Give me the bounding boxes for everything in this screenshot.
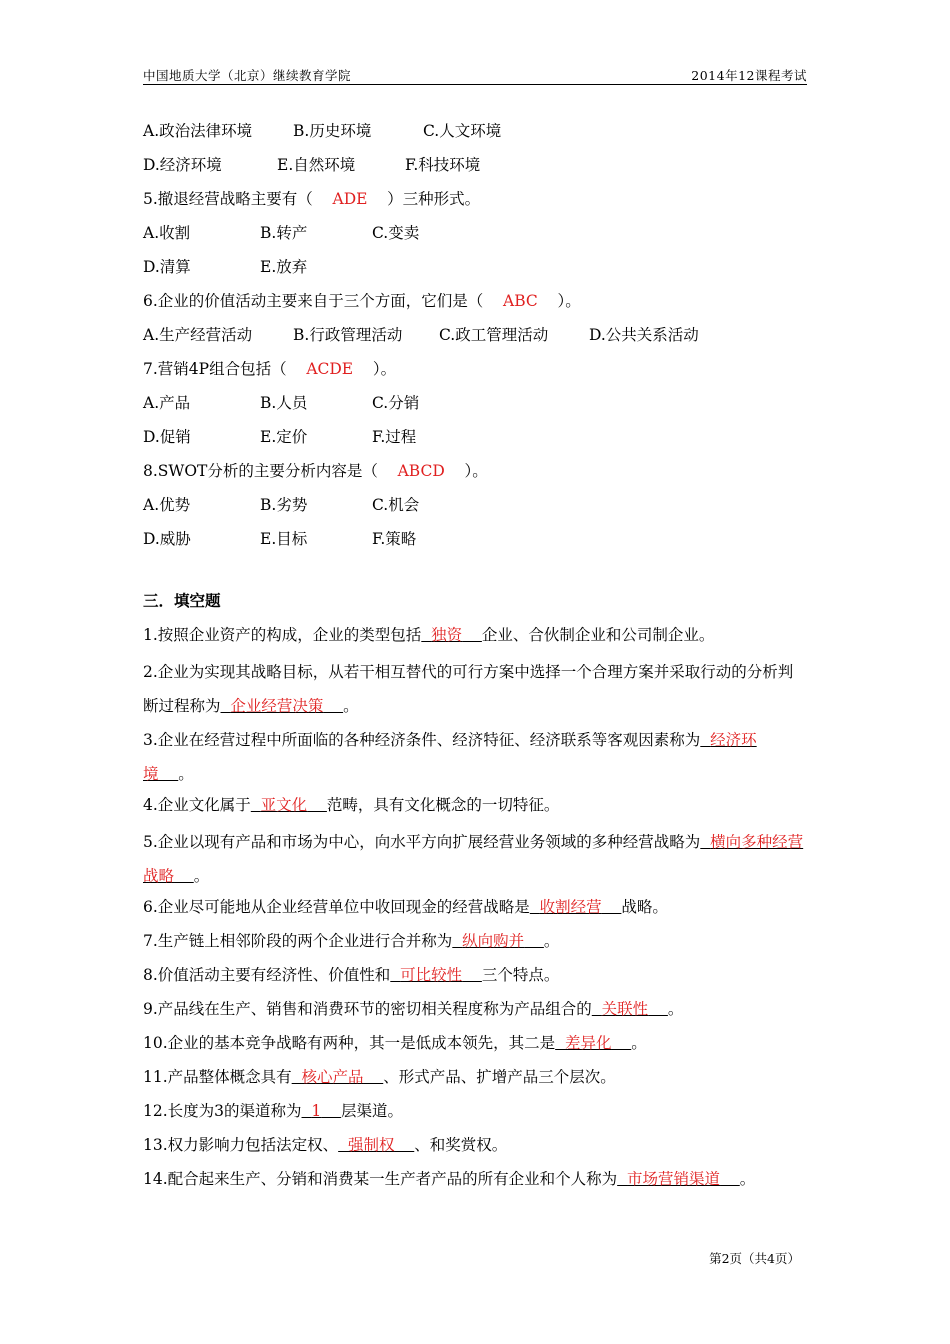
answer: 横向多种经营战略 (143, 833, 804, 885)
q4-options-row-2 (143, 151, 807, 185)
fill-question-2 (143, 655, 807, 723)
option: E.放弃 (260, 258, 308, 276)
answer: 亚文化 (260, 796, 308, 814)
answer: 差异化 (565, 1034, 612, 1052)
question-text: 2.企业为实现其战略目标，从若干相互替代的可行方案中选择一个合理方案并采取行动的分析判断过程称为 (143, 663, 794, 715)
fill-question-9 (143, 995, 807, 1029)
answer: 可比较性 (400, 966, 463, 984)
question-5 (143, 185, 807, 219)
header-institution: 中国地质大学（北京）继续教育学院 (143, 68, 352, 83)
option: A.产品 (143, 394, 191, 412)
option: A.优势 (143, 496, 191, 514)
question-text: 13.权力影响力包括法定权、 (143, 1136, 339, 1154)
option: B.历史环境 (293, 122, 372, 140)
fill-question-12 (143, 1097, 807, 1131)
option: F.过程 (372, 428, 417, 446)
fill-question-5 (143, 825, 807, 893)
answer: ACDE (306, 360, 354, 378)
question-text: 8.价值活动主要有经济性、价值性和 (143, 966, 391, 984)
answer: 核心产品 (301, 1068, 364, 1086)
fill-question-14 (143, 1165, 807, 1199)
answer: 收割经营 (539, 898, 602, 916)
option: C.机会 (372, 496, 420, 514)
option: B.行政管理活动 (293, 326, 403, 344)
question-text-end: 战略。 (621, 898, 668, 916)
option: E.定价 (260, 428, 308, 446)
answer: 独资 (431, 626, 463, 644)
question-text-end: 。 (193, 867, 210, 885)
question-text: 12.长度为3的渠道称为 (143, 1102, 302, 1120)
fill-question-4 (143, 791, 807, 825)
question-text-end: 企业、合伙制企业和公司制企业。 (481, 626, 715, 644)
option: A.政治法律环境 (143, 122, 253, 140)
option: A.生产经营活动 (143, 326, 253, 344)
option: A.收割 (143, 224, 191, 242)
fill-question-6 (143, 893, 807, 927)
option: E.自然环境 (277, 156, 356, 174)
question-text-end: 、和奖赏权。 (414, 1136, 508, 1154)
question-text: 3.企业在经营过程中所面临的各种经济条件、经济特征、经济联系等客观因素称为 (143, 731, 701, 749)
question-text: 7.生产链上相邻阶段的两个企业进行合并称为 (143, 932, 453, 950)
question-text-end: 。 (739, 1170, 756, 1188)
question-text: 8.SWOT分析的主要分析内容是（ (143, 462, 378, 480)
question-text: 4.企业文化属于 (143, 796, 251, 814)
question-text: 5.撤退经营战略主要有（ (143, 190, 313, 208)
option: F.策略 (372, 530, 417, 548)
question-text-end: 范畴，具有文化概念的一切特征。 (326, 796, 560, 814)
option: D.公共关系活动 (589, 326, 699, 344)
question-6 (143, 287, 807, 321)
answer: 关联性 (601, 1000, 649, 1018)
option: D.经济环境 (143, 156, 222, 174)
header-divider (143, 84, 807, 85)
q5-options-row-2 (143, 253, 807, 287)
question-text: 6.企业的价值活动主要来自于三个方面，它们是（ (143, 292, 484, 310)
question-text-end: 。 (178, 765, 194, 783)
question-text-end: ）三种形式。 (387, 190, 481, 208)
question-text-end: 。 (543, 932, 560, 950)
question-text: 9.产品线在生产、销售和消费环节的密切相关程度称为产品组合的 (143, 1000, 592, 1018)
question-text-end: ）。 (557, 292, 581, 310)
answer: 1 (311, 1102, 322, 1120)
option: B.人员 (260, 394, 308, 412)
option: C.政工管理活动 (439, 326, 549, 344)
answer: ABCD (397, 462, 445, 480)
question-8 (143, 457, 807, 491)
q7-options-row-1 (143, 389, 807, 423)
question-text-end: 层渠道。 (340, 1102, 403, 1120)
fill-question-7 (143, 927, 807, 961)
page-number: 第2页（共4页） (709, 1251, 800, 1266)
option: D.促销 (143, 428, 191, 446)
section-title: 三．填空题 (143, 591, 221, 610)
answer: ADE (332, 190, 368, 208)
question-text: 14.配合起来生产、分销和消费某一生产者产品的所有企业和个人称为 (143, 1170, 618, 1188)
answer: 市场营销渠道 (627, 1170, 721, 1188)
option: D.清算 (143, 258, 191, 276)
answer: 强制权 (348, 1136, 395, 1154)
fill-question-13 (143, 1131, 807, 1165)
option: D.威胁 (143, 530, 191, 548)
fill-question-8 (143, 961, 807, 995)
question-text: 1.按照企业资产的构成，企业的类型包括 (143, 626, 422, 644)
question-text-end: ）。 (372, 360, 397, 378)
question-text-end: 。 (667, 1000, 684, 1018)
spacer (143, 559, 807, 587)
fill-question-1 (143, 621, 807, 655)
fill-question-3 (143, 723, 807, 791)
question-text-end: 三个特点。 (481, 966, 560, 984)
q5-options-row-1 (143, 219, 807, 253)
answer: 经济环境 (143, 731, 757, 783)
question-7 (143, 355, 807, 389)
option: C.变卖 (372, 224, 420, 242)
option: C.人文环境 (423, 122, 502, 140)
q8-options-row-1 (143, 491, 807, 525)
question-text: 6.企业尽可能地从企业经营单位中收回现金的经营战略是 (143, 898, 530, 916)
question-text: 10.企业的基本竞争战略有两种，其一是低成本领先，其二是 (143, 1034, 556, 1052)
question-text-end: ）。 (464, 462, 488, 480)
question-text: 5.企业以现有产品和市场为中心，向水平方向扩展经营业务领域的多种经营战略为 (143, 833, 701, 851)
question-text-end: 。 (343, 697, 359, 715)
option: B.劣势 (260, 496, 308, 514)
q8-options-row-2 (143, 525, 807, 559)
question-text: 7.营销4P组合包括（ (143, 360, 287, 378)
q6-options-row-1 (143, 321, 807, 355)
page-content (143, 117, 807, 1199)
answer: ABC (503, 292, 538, 310)
question-text-end: 、形式产品、扩增产品三个层次。 (383, 1068, 616, 1086)
fill-question-11 (143, 1063, 807, 1097)
option: C.分销 (372, 394, 420, 412)
fill-question-10 (143, 1029, 807, 1063)
q4-options-row-1 (143, 117, 807, 151)
header-exam-title: 2014年12课程考试 (691, 68, 807, 83)
question-text: 11.产品整体概念具有 (143, 1068, 292, 1086)
option: E.目标 (260, 530, 308, 548)
answer: 纵向购并 (462, 932, 525, 950)
option: B.转产 (260, 224, 308, 242)
answer: 企业经营决策 (230, 697, 324, 715)
page-header (143, 66, 807, 84)
question-text-end: 。 (631, 1034, 647, 1052)
option: F.科技环境 (405, 156, 481, 174)
q7-options-row-2 (143, 423, 807, 457)
